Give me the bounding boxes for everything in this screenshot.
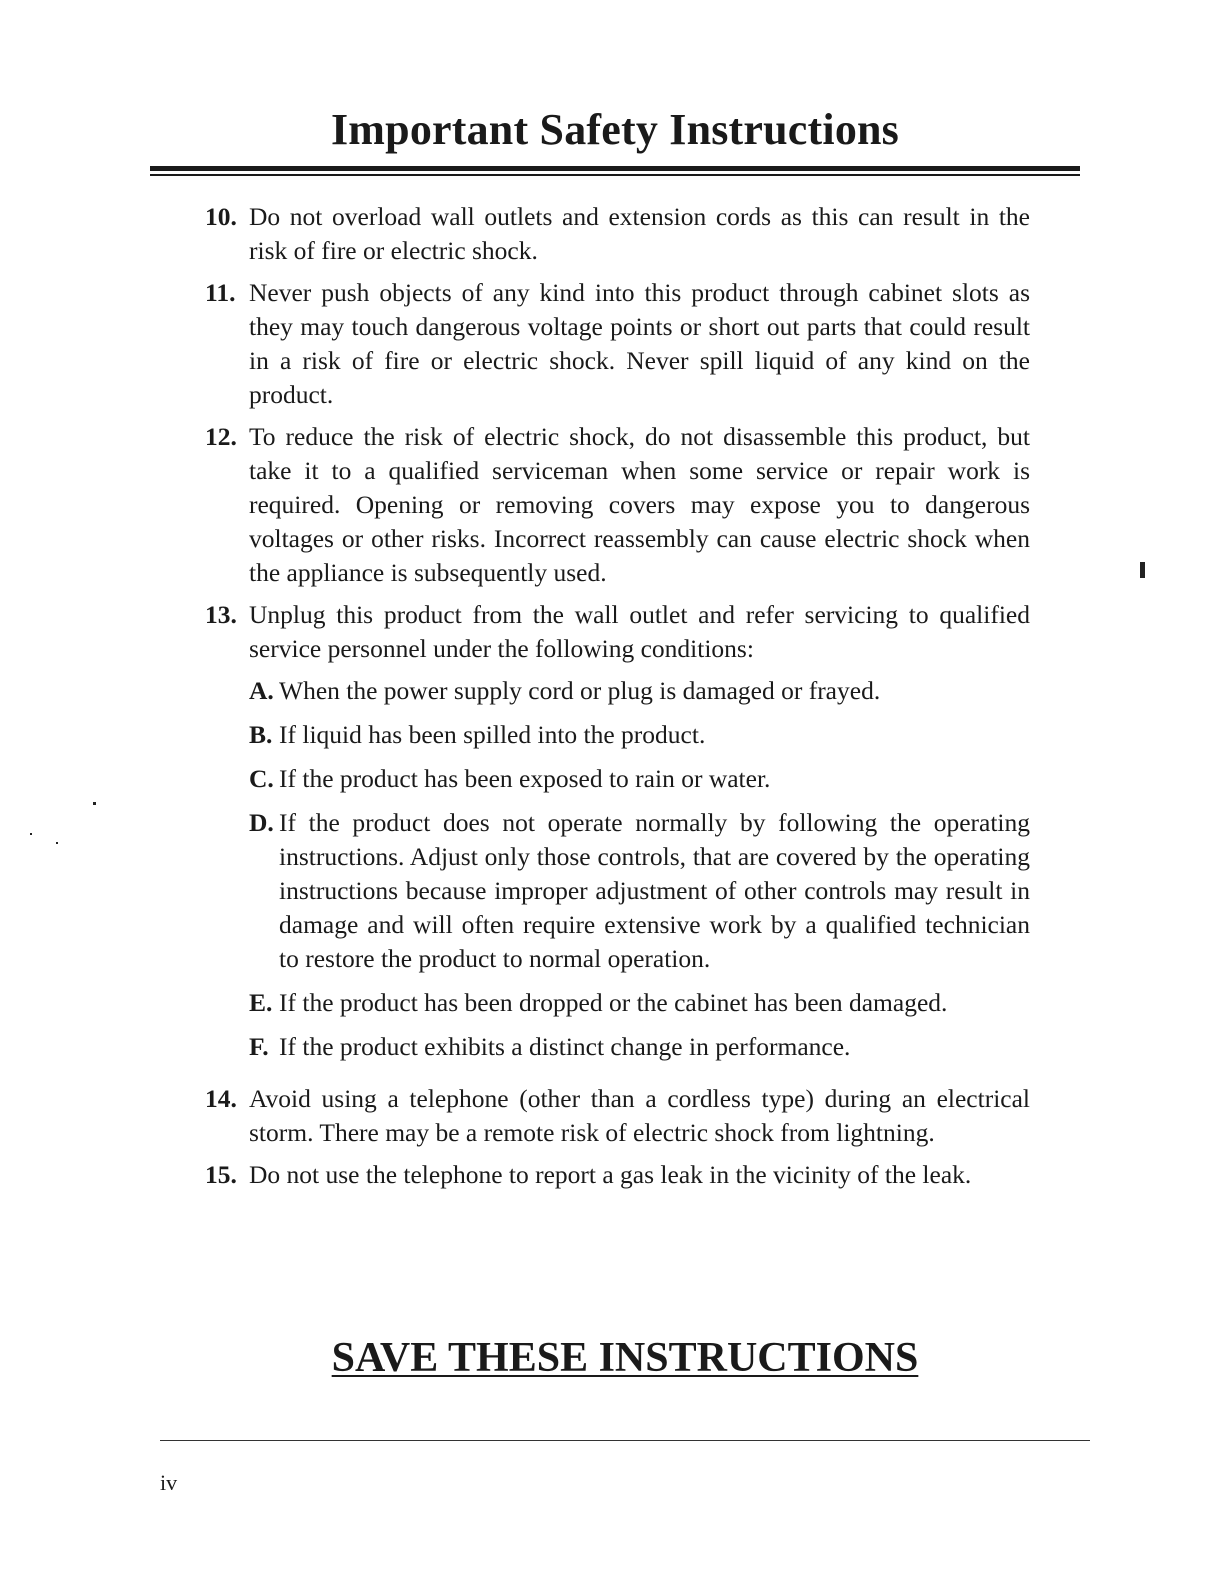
item-number: 14.	[205, 1084, 237, 1113]
condition-text: If the product has been exposed to rain or water.	[279, 764, 771, 793]
scan-speck	[30, 833, 32, 835]
instruction-item-10	[205, 200, 1030, 268]
scan-speck	[56, 842, 58, 844]
condition-letter: F.	[249, 1032, 269, 1061]
save-instructions-heading: SAVE THESE INSTRUCTIONS	[331, 1335, 919, 1381]
condition-letter: A.	[249, 676, 274, 705]
item-text: Never push objects of any kind into this product through cabinet slots as they may touch dangerous voltage points or short out parts that could result in a risk of fire or electric shock. Never spill liquid of any kind on the product.	[249, 278, 1030, 409]
instruction-item-14	[205, 1082, 1030, 1150]
condition-letter: E.	[249, 988, 273, 1017]
instruction-item-15	[205, 1158, 1030, 1192]
condition-text: If liquid has been spilled into the product.	[279, 720, 706, 749]
instruction-item-13	[205, 598, 1030, 1074]
condition-list	[249, 674, 1030, 1064]
page-number: iv	[160, 1470, 178, 1495]
item-body	[249, 598, 1030, 1074]
scan-speck	[1140, 562, 1145, 578]
safety-instructions-list	[205, 200, 1030, 1200]
title-rule-thick	[150, 166, 1080, 171]
condition-letter: B.	[249, 720, 273, 749]
condition-item-e	[249, 986, 1030, 1020]
instruction-item-12	[205, 420, 1030, 590]
item-text: Do not overload wall outlets and extension cords as this can result in the risk of fire or electric shock.	[249, 202, 1030, 265]
footer-rule	[160, 1440, 1090, 1441]
scan-speck	[93, 802, 96, 805]
condition-text: When the power supply cord or plug is damaged or frayed.	[279, 676, 881, 705]
item-text: To reduce the risk of electric shock, do not disassemble this product, but take it to a qualified serviceman when some service or repair work is required. Opening or removing covers may expose you to dangerous voltages or other risks. Incorrect reassembly can cause electric shock when the appliance is subsequently used.	[249, 422, 1030, 587]
item-number: 10.	[205, 202, 237, 231]
condition-item-b	[249, 718, 1030, 752]
item-number: 12.	[205, 422, 237, 451]
condition-letter: C.	[249, 764, 274, 793]
page-title: Important Safety Instructions	[330, 105, 900, 154]
item-number: 13.	[205, 600, 237, 629]
item-text: Unplug this product from the wall outlet and refer servicing to qualified service personnel under the following conditions:	[249, 600, 1030, 663]
condition-text: If the product has been dropped or the cabinet has been damaged.	[279, 988, 948, 1017]
condition-item-c	[249, 762, 1030, 796]
item-text: Do not use the telephone to report a gas leak in the vicinity of the leak.	[249, 1160, 972, 1189]
item-number: 15.	[205, 1160, 237, 1189]
condition-text: If the product exhibits a distinct change in performance.	[279, 1032, 851, 1061]
condition-item-a	[249, 674, 1030, 708]
item-text: Avoid using a telephone (other than a cordless type) during an electrical storm. There may be a remote risk of electric shock from lightning.	[249, 1084, 1030, 1147]
condition-text: If the product does not operate normally by following the operating instructions. Adjust only those controls, that are covered by the operating instructions because improper adjustment of other controls may result in damage and will often require extensive work by a qualified technician to restore the product to normal operation.	[279, 808, 1030, 973]
condition-item-d	[249, 806, 1030, 976]
item-number: 11.	[205, 278, 236, 307]
title-rule-thin	[150, 174, 1080, 176]
condition-letter: D.	[249, 808, 274, 837]
instruction-item-11	[205, 276, 1030, 412]
condition-item-f	[249, 1030, 1030, 1064]
